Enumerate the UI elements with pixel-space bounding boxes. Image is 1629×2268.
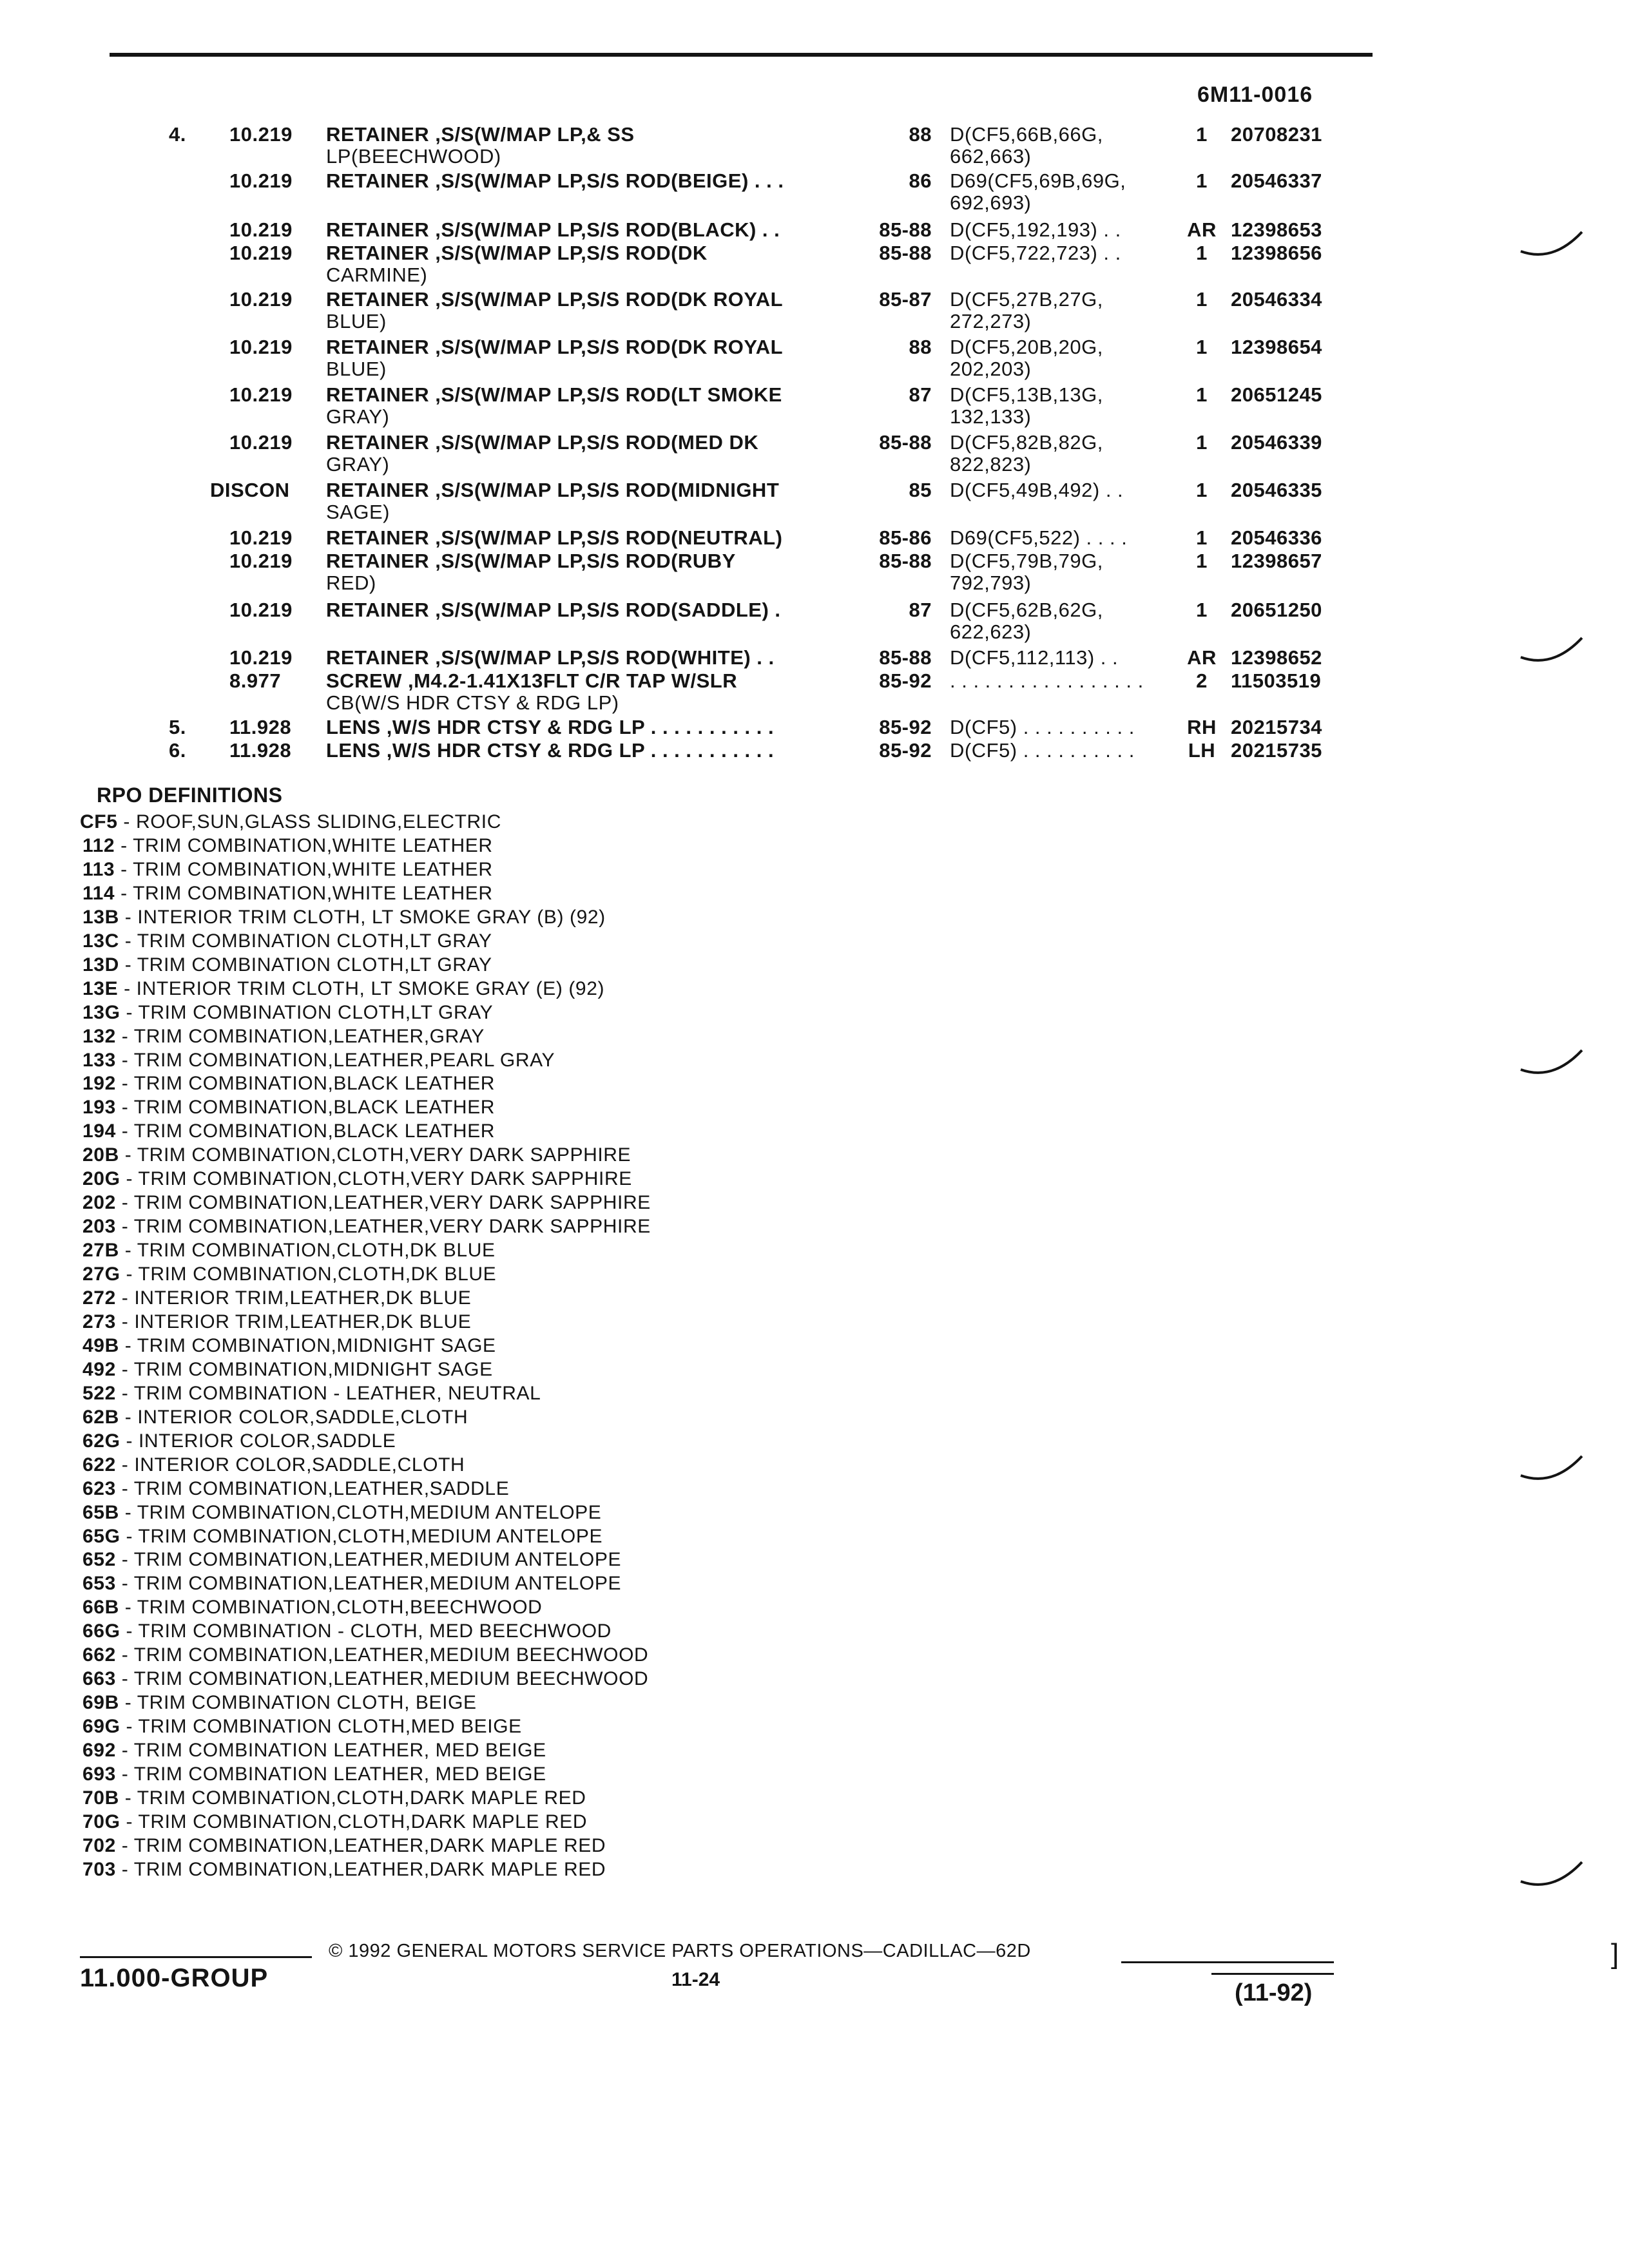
part-description <box>326 740 861 762</box>
description-continuation: GRAY) <box>326 453 390 476</box>
rpo-definition <box>82 954 492 977</box>
rpo-code: 272 <box>82 1287 116 1309</box>
model-years: 88 <box>909 123 932 146</box>
quantity: 1 <box>1196 169 1208 192</box>
rpo-text: - TRIM COMBINATION CLOTH,MED BEIGE <box>120 1716 522 1737</box>
footer-group: 11.000-GROUP <box>80 1964 269 1992</box>
group-number: 10.219 <box>229 526 293 549</box>
rpo-code: 62G <box>82 1430 120 1452</box>
rpo-code: 273 <box>82 1311 116 1332</box>
model-years: 86 <box>909 169 932 192</box>
rpo-text: - TRIM COMBINATION CLOTH, BEIGE <box>119 1692 477 1713</box>
rpo-text: - TRIM COMBINATION,LEATHER,DARK MAPLE RED <box>115 1859 606 1880</box>
quantity: 1 <box>1196 479 1208 501</box>
quantity: 1 <box>1196 336 1208 358</box>
quantity: 1 <box>1196 431 1208 454</box>
rpo-definition <box>82 1358 493 1381</box>
usage-line: D(CF5,13B,13G, <box>950 383 1103 406</box>
rpo-definition <box>82 1477 509 1501</box>
rpo-definition <box>82 1120 495 1143</box>
rpo-text: - TRIM COMBINATION,BLACK LEATHER <box>115 1073 496 1094</box>
part-description <box>326 336 861 380</box>
usage-code <box>950 170 1175 214</box>
description-line: RETAINER ,S/S(W/MAP LP,S/S ROD(BEIGE) . . . <box>326 169 784 192</box>
description-continuation: BLUE) <box>326 310 387 332</box>
usage-code <box>950 647 1175 669</box>
part-description <box>326 550 861 594</box>
description-line: LENS ,W/S HDR CTSY & RDG LP . . . . . . . . . . . <box>326 739 775 762</box>
part-number: 20215734 <box>1231 716 1322 738</box>
rpo-text: - TRIM COMBINATION,WHITE LEATHER <box>115 835 493 856</box>
group-number: 10.219 <box>229 336 293 358</box>
part-description <box>326 242 861 286</box>
description-line: RETAINER ,S/S(W/MAP LP,S/S ROD(BLACK) . . <box>326 218 780 241</box>
rpo-text: - TRIM COMBINATION LEATHER, MED BEIGE <box>115 1740 546 1761</box>
margin-tick <box>1514 1044 1592 1082</box>
part-number: 20546336 <box>1231 526 1322 549</box>
rpo-code: 653 <box>82 1573 116 1594</box>
rpo-text: - TRIM COMBINATION - CLOTH, MED BEECHWOOD <box>120 1620 612 1642</box>
usage-continuation: 662,663) <box>950 145 1032 168</box>
rpo-text: - INTERIOR COLOR,SADDLE <box>120 1430 396 1452</box>
rpo-code: 13E <box>82 978 119 999</box>
part-number: 11503519 <box>1231 669 1322 692</box>
description-line: RETAINER ,S/S(W/MAP LP,S/S ROD(DK ROYAL <box>326 288 784 311</box>
rpo-definition <box>82 1572 621 1595</box>
rpo-text: - TRIM COMBINATION,CLOTH,VERY DARK SAPPHIRE <box>119 1144 631 1166</box>
usage-line: D(CF5,27B,27G, <box>950 288 1103 311</box>
rpo-code: 27G <box>82 1264 120 1285</box>
rpo-definition <box>82 906 606 929</box>
rpo-code: 693 <box>82 1763 116 1785</box>
usage-line: D(CF5) . . . . . . . . . . <box>950 716 1135 738</box>
part-number: 12398653 <box>1231 218 1322 241</box>
group-number: 11.928 <box>229 716 292 738</box>
rpo-definition <box>82 1311 471 1334</box>
quantity: 1 <box>1196 526 1208 549</box>
rpo-text: - TRIM COMBINATION,CLOTH,DK BLUE <box>119 1240 496 1261</box>
group-number: 8.977 <box>229 669 282 692</box>
rpo-definition <box>82 1430 396 1453</box>
item-number: 4. <box>169 123 186 146</box>
quantity: 1 <box>1196 123 1208 146</box>
description-line: RETAINER ,S/S(W/MAP LP,S/S ROD(MED DK <box>326 431 759 454</box>
rpo-text: - TRIM COMBINATION,WHITE LEATHER <box>115 883 493 904</box>
usage-continuation: 132,133) <box>950 405 1032 428</box>
rpo-definition <box>82 1691 477 1715</box>
group-number: 10.219 <box>229 599 293 621</box>
rpo-code: 13C <box>82 930 119 952</box>
rpo-text: - TRIM COMBINATION CLOTH,LT GRAY <box>119 930 492 952</box>
rpo-code: 622 <box>82 1454 116 1475</box>
part-description <box>326 289 861 332</box>
part-description <box>326 599 861 621</box>
description-continuation: CB(W/S HDR CTSY & RDG LP) <box>326 691 619 714</box>
quantity: AR <box>1187 646 1217 669</box>
footer-page-number: 11-24 <box>671 1969 720 1990</box>
usage-line: D(CF5,192,193) . . <box>950 218 1121 241</box>
description-line: RETAINER ,S/S(W/MAP LP,S/S ROD(RUBY <box>326 550 736 572</box>
rpo-code: 13G <box>82 1002 120 1023</box>
model-years: 85-88 <box>879 242 932 264</box>
footer-copyright: © 1992 GENERAL MOTORS SERVICE PARTS OPERATIONS—CADILLAC—62D <box>329 1941 1031 1961</box>
model-years: 85-86 <box>879 526 932 549</box>
quantity: RH <box>1187 716 1217 738</box>
rpo-code: 112 <box>82 835 115 856</box>
model-years: 85-88 <box>879 431 932 454</box>
rpo-definition <box>82 1049 555 1072</box>
rpo-text: - TRIM COMBINATION,CLOTH,DK BLUE <box>120 1264 497 1285</box>
quantity: 1 <box>1196 242 1208 264</box>
part-description <box>326 432 861 476</box>
part-number: 20546339 <box>1231 431 1322 454</box>
usage-code <box>950 527 1175 549</box>
usage-code <box>950 336 1175 380</box>
rpo-code: 27B <box>82 1240 119 1261</box>
rpo-code: 66B <box>82 1597 119 1618</box>
part-number: 12398652 <box>1231 646 1322 669</box>
rpo-definition <box>82 1096 495 1119</box>
usage-code <box>950 740 1175 762</box>
margin-tick <box>1514 226 1592 264</box>
rpo-text: - TRIM COMBINATION,MIDNIGHT SAGE <box>115 1359 493 1380</box>
description-line: RETAINER ,S/S(W/MAP LP,S/S ROD(WHITE) . . <box>326 646 775 669</box>
part-number: 12398657 <box>1231 550 1322 572</box>
model-years: 87 <box>909 383 932 406</box>
rpo-code: 692 <box>82 1740 116 1761</box>
rpo-code: 69G <box>82 1716 120 1737</box>
quantity: 1 <box>1196 383 1208 406</box>
rpo-text: - TRIM COMBINATION LEATHER, MED BEIGE <box>115 1763 546 1785</box>
description-line: RETAINER ,S/S(W/MAP LP,S/S ROD(SADDLE) . <box>326 599 781 621</box>
usage-line: D(CF5,722,723) . . <box>950 242 1121 264</box>
rpo-code: 492 <box>82 1359 116 1380</box>
rpo-text: - TRIM COMBINATION,CLOTH,MEDIUM ANTELOPE <box>120 1526 603 1547</box>
usage-code <box>950 124 1175 168</box>
part-description <box>326 647 861 669</box>
rpo-code: 69B <box>82 1692 119 1713</box>
rpo-text: - TRIM COMBINATION,LEATHER,DARK MAPLE RED <box>115 1835 606 1856</box>
rpo-text: - TRIM COMBINATION,LEATHER,MEDIUM ANTELOPE <box>115 1573 622 1594</box>
rpo-definition <box>82 834 493 858</box>
rpo-definition <box>82 1763 546 1786</box>
rpo-definition <box>82 858 493 881</box>
usage-code <box>950 670 1175 692</box>
usage-code <box>950 289 1175 332</box>
rpo-code: 70G <box>82 1811 120 1832</box>
part-number: 12398656 <box>1231 242 1322 264</box>
usage-code <box>950 479 1175 501</box>
model-years: 85-88 <box>879 550 932 572</box>
rpo-text: - TRIM COMBINATION,CLOTH,DARK MAPLE RED <box>120 1811 588 1832</box>
usage-line: D(CF5,112,113) . . <box>950 646 1119 669</box>
usage-code <box>950 432 1175 476</box>
rpo-code: 192 <box>82 1073 116 1094</box>
rpo-definitions-title: RPO DEFINITIONS <box>97 783 283 807</box>
part-number: 20215735 <box>1231 739 1322 762</box>
rpo-definition <box>82 1334 496 1358</box>
rpo-definition <box>82 1168 632 1191</box>
group-number: 10.219 <box>229 169 293 192</box>
quantity: 1 <box>1196 599 1208 621</box>
usage-code <box>950 384 1175 428</box>
rpo-text: - TRIM COMBINATION,LEATHER,VERY DARK SAPPHIRE <box>115 1216 651 1237</box>
rpo-text: - TRIM COMBINATION,LEATHER,PEARL GRAY <box>115 1050 555 1071</box>
description-continuation: GRAY) <box>326 405 390 428</box>
catalog-code: 6M11-0016 <box>1197 82 1313 107</box>
quantity: 1 <box>1196 288 1208 311</box>
margin-tick <box>1514 1450 1592 1488</box>
part-number: 20651245 <box>1231 383 1322 406</box>
description-line: RETAINER ,S/S(W/MAP LP,S/S ROD(DK ROYAL <box>326 336 784 358</box>
rpo-code: 662 <box>82 1644 116 1666</box>
rpo-definition <box>82 1072 495 1095</box>
group-number: 10.219 <box>229 431 293 454</box>
usage-line: D(CF5,79B,79G, <box>950 550 1103 572</box>
margin-tick <box>1514 631 1592 670</box>
rpo-code: 522 <box>82 1383 116 1404</box>
quantity: AR <box>1187 218 1217 241</box>
part-number: 20651250 <box>1231 599 1322 621</box>
rpo-definition <box>82 1287 471 1310</box>
usage-line: D(CF5,62B,62G, <box>950 599 1103 621</box>
rpo-definition <box>82 930 492 953</box>
usage-line: D(CF5,49B,492) . . <box>950 479 1124 501</box>
description-line: RETAINER ,S/S(W/MAP LP,S/S ROD(MIDNIGHT <box>326 479 780 501</box>
rpo-code: 203 <box>82 1216 116 1237</box>
rpo-definition <box>82 1025 485 1048</box>
rpo-text: - TRIM COMBINATION,LEATHER,GRAY <box>115 1026 485 1047</box>
rpo-code: 663 <box>82 1668 116 1689</box>
rpo-definition <box>82 1548 621 1571</box>
usage-line: D(CF5,66B,66G, <box>950 123 1103 146</box>
description-line: RETAINER ,S/S(W/MAP LP,& SS <box>326 123 635 146</box>
part-description <box>326 170 861 192</box>
usage-line: D69(CF5,522) . . . . <box>950 526 1128 549</box>
rpo-text: - INTERIOR TRIM CLOTH, LT SMOKE GRAY (B) (92) <box>119 907 606 928</box>
rpo-definition <box>82 1620 612 1643</box>
usage-code <box>950 242 1175 264</box>
rpo-code: 20G <box>82 1168 120 1189</box>
top-rule <box>110 53 1373 57</box>
rpo-text: - ROOF,SUN,GLASS SLIDING,ELECTRIC <box>117 811 501 832</box>
rpo-code: 202 <box>82 1192 116 1213</box>
quantity: LH <box>1188 739 1216 762</box>
rpo-definition <box>82 1834 606 1858</box>
part-number: 20546337 <box>1231 169 1322 192</box>
rpo-definition <box>82 1858 606 1881</box>
rpo-definition <box>82 1406 468 1429</box>
description-continuation: BLUE) <box>326 358 387 380</box>
rpo-code: 65G <box>82 1526 120 1547</box>
rpo-definition <box>82 1739 546 1762</box>
group-number: DISCON <box>210 479 290 501</box>
rpo-text: - INTERIOR TRIM,LEATHER,DK BLUE <box>115 1311 472 1332</box>
rpo-definition <box>82 1644 648 1667</box>
rpo-definition <box>82 1715 522 1738</box>
rpo-definition <box>82 1001 493 1024</box>
rpo-code: 702 <box>82 1835 116 1856</box>
rpo-text: - TRIM COMBINATION - LEATHER, NEUTRAL <box>115 1383 541 1404</box>
footer-rule-left <box>80 1956 312 1958</box>
description-continuation: RED) <box>326 572 376 594</box>
rpo-definition <box>82 1191 651 1215</box>
rpo-code: CF5 <box>80 811 118 832</box>
rpo-text: - TRIM COMBINATION,CLOTH,VERY DARK SAPPHIRE <box>120 1168 632 1189</box>
rpo-code: 20B <box>82 1144 119 1166</box>
rpo-text: - TRIM COMBINATION CLOTH,LT GRAY <box>120 1002 494 1023</box>
rpo-definition <box>82 1811 587 1834</box>
part-number: 20546334 <box>1231 288 1322 311</box>
group-number: 11.928 <box>229 739 292 762</box>
rpo-text: - TRIM COMBINATION,LEATHER,SADDLE <box>115 1478 510 1499</box>
group-number: 10.219 <box>229 123 293 146</box>
usage-code <box>950 716 1175 738</box>
rpo-definition <box>82 882 493 905</box>
rpo-definition <box>82 1667 648 1691</box>
usage-continuation: 792,793) <box>950 572 1032 594</box>
margin-bracket: ] <box>1611 1938 1619 1970</box>
description-continuation: SAGE) <box>326 501 390 523</box>
usage-code <box>950 219 1175 241</box>
group-number: 10.219 <box>229 242 293 264</box>
description-line: RETAINER ,S/S(W/MAP LP,S/S ROD(DK <box>326 242 708 264</box>
rpo-text: - TRIM COMBINATION CLOTH,LT GRAY <box>119 954 492 975</box>
model-years: 85 <box>909 479 932 501</box>
model-years: 85-87 <box>879 288 932 311</box>
rpo-text: - TRIM COMBINATION,BLACK LEATHER <box>115 1120 496 1142</box>
usage-continuation: 202,203) <box>950 358 1032 380</box>
item-number: 6. <box>169 739 186 762</box>
footer-date: (11-92) <box>1235 1979 1313 2006</box>
rpo-code: 652 <box>82 1549 116 1570</box>
rpo-code: 13B <box>82 907 119 928</box>
usage-continuation: 822,823) <box>950 453 1032 476</box>
group-number: 10.219 <box>229 288 293 311</box>
part-description <box>326 479 861 523</box>
rpo-definition <box>80 811 501 834</box>
rpo-code: 65B <box>82 1502 119 1523</box>
model-years: 85-92 <box>879 739 932 762</box>
model-years: 85-88 <box>879 646 932 669</box>
rpo-text: - INTERIOR COLOR,SADDLE,CLOTH <box>115 1454 465 1475</box>
rpo-definition <box>82 977 604 1001</box>
margin-tick <box>1514 1856 1592 1894</box>
rpo-code: 132 <box>82 1026 116 1047</box>
usage-line: . . . . . . . . . . . . . . . . . <box>950 669 1144 692</box>
rpo-code: 193 <box>82 1097 116 1118</box>
rpo-code: 49B <box>82 1335 119 1356</box>
rpo-text: - INTERIOR COLOR,SADDLE,CLOTH <box>119 1407 468 1428</box>
rpo-definition <box>82 1596 542 1619</box>
part-description <box>326 124 861 168</box>
rpo-text: - TRIM COMBINATION,CLOTH,BEECHWOOD <box>119 1597 543 1618</box>
usage-line: D(CF5,82B,82G, <box>950 431 1103 454</box>
part-description <box>326 527 861 549</box>
group-number: 10.219 <box>229 218 293 241</box>
rpo-text: - TRIM COMBINATION,LEATHER,MEDIUM ANTELOPE <box>115 1549 622 1570</box>
model-years: 85-92 <box>879 669 932 692</box>
group-number: 10.219 <box>229 646 293 669</box>
part-number: 20708231 <box>1231 123 1322 146</box>
rpo-code: 194 <box>82 1120 116 1142</box>
rpo-definition <box>82 1144 631 1167</box>
description-line: RETAINER ,S/S(W/MAP LP,S/S ROD(LT SMOKE <box>326 383 782 406</box>
item-number: 5. <box>169 716 186 738</box>
usage-line: D(CF5) . . . . . . . . . . <box>950 739 1135 762</box>
usage-continuation: 272,273) <box>950 310 1032 332</box>
rpo-code: 62B <box>82 1407 119 1428</box>
part-description <box>326 219 861 241</box>
part-description <box>326 670 861 714</box>
usage-line: D(CF5,20B,20G, <box>950 336 1103 358</box>
rpo-code: 703 <box>82 1859 116 1880</box>
usage-continuation: 692,693) <box>950 191 1032 214</box>
rpo-code: 623 <box>82 1478 116 1499</box>
rpo-text: - TRIM COMBINATION,WHITE LEATHER <box>115 859 493 880</box>
description-line: RETAINER ,S/S(W/MAP LP,S/S ROD(NEUTRAL) <box>326 526 783 549</box>
model-years: 85-92 <box>879 716 932 738</box>
rpo-text: - TRIM COMBINATION,BLACK LEATHER <box>115 1097 496 1118</box>
model-years: 88 <box>909 336 932 358</box>
description-continuation: CARMINE) <box>326 264 428 286</box>
part-number: 12398654 <box>1231 336 1322 358</box>
rpo-definition <box>82 1239 496 1262</box>
usage-code <box>950 599 1175 643</box>
usage-code <box>950 550 1175 594</box>
rpo-definition <box>82 1382 541 1405</box>
usage-line: D69(CF5,69B,69G, <box>950 169 1126 192</box>
model-years: 85-88 <box>879 218 932 241</box>
description-continuation: LP(BEECHWOOD) <box>326 145 501 168</box>
description-line: LENS ,W/S HDR CTSY & RDG LP . . . . . . . . . . . <box>326 716 775 738</box>
quantity: 2 <box>1196 669 1208 692</box>
rpo-definition <box>82 1525 602 1548</box>
group-number: 10.219 <box>229 550 293 572</box>
part-number: 20546335 <box>1231 479 1322 501</box>
rpo-text: - INTERIOR TRIM CLOTH, LT SMOKE GRAY (E) (92) <box>118 978 605 999</box>
footer-rule-right <box>1121 1961 1334 1963</box>
rpo-code: 70B <box>82 1787 119 1809</box>
rpo-definition <box>82 1454 465 1477</box>
footer-rule-date <box>1211 1973 1334 1975</box>
quantity: 1 <box>1196 550 1208 572</box>
description-line: SCREW ,M4.2-1.41X13FLT C/R TAP W/SLR <box>326 669 738 692</box>
rpo-definition <box>82 1501 601 1524</box>
rpo-text: - TRIM COMBINATION,MIDNIGHT SAGE <box>119 1335 496 1356</box>
rpo-code: 13D <box>82 954 119 975</box>
usage-continuation: 622,623) <box>950 620 1032 643</box>
rpo-text: - TRIM COMBINATION,LEATHER,VERY DARK SAPPHIRE <box>115 1192 651 1213</box>
rpo-text: - TRIM COMBINATION,CLOTH,MEDIUM ANTELOPE <box>119 1502 602 1523</box>
part-description <box>326 384 861 428</box>
rpo-code: 113 <box>82 859 115 880</box>
part-description <box>326 716 861 738</box>
rpo-definition <box>82 1263 496 1286</box>
model-years: 87 <box>909 599 932 621</box>
rpo-code: 114 <box>82 883 115 904</box>
group-number: 10.219 <box>229 383 293 406</box>
rpo-definition <box>82 1215 651 1238</box>
rpo-text: - TRIM COMBINATION,CLOTH,DARK MAPLE RED <box>119 1787 586 1809</box>
rpo-text: - INTERIOR TRIM,LEATHER,DK BLUE <box>115 1287 472 1309</box>
rpo-text: - TRIM COMBINATION,LEATHER,MEDIUM BEECHWOOD <box>115 1644 649 1666</box>
rpo-code: 66G <box>82 1620 120 1642</box>
rpo-code: 133 <box>82 1050 116 1071</box>
rpo-text: - TRIM COMBINATION,LEATHER,MEDIUM BEECHWOOD <box>115 1668 649 1689</box>
rpo-definition <box>82 1787 586 1810</box>
